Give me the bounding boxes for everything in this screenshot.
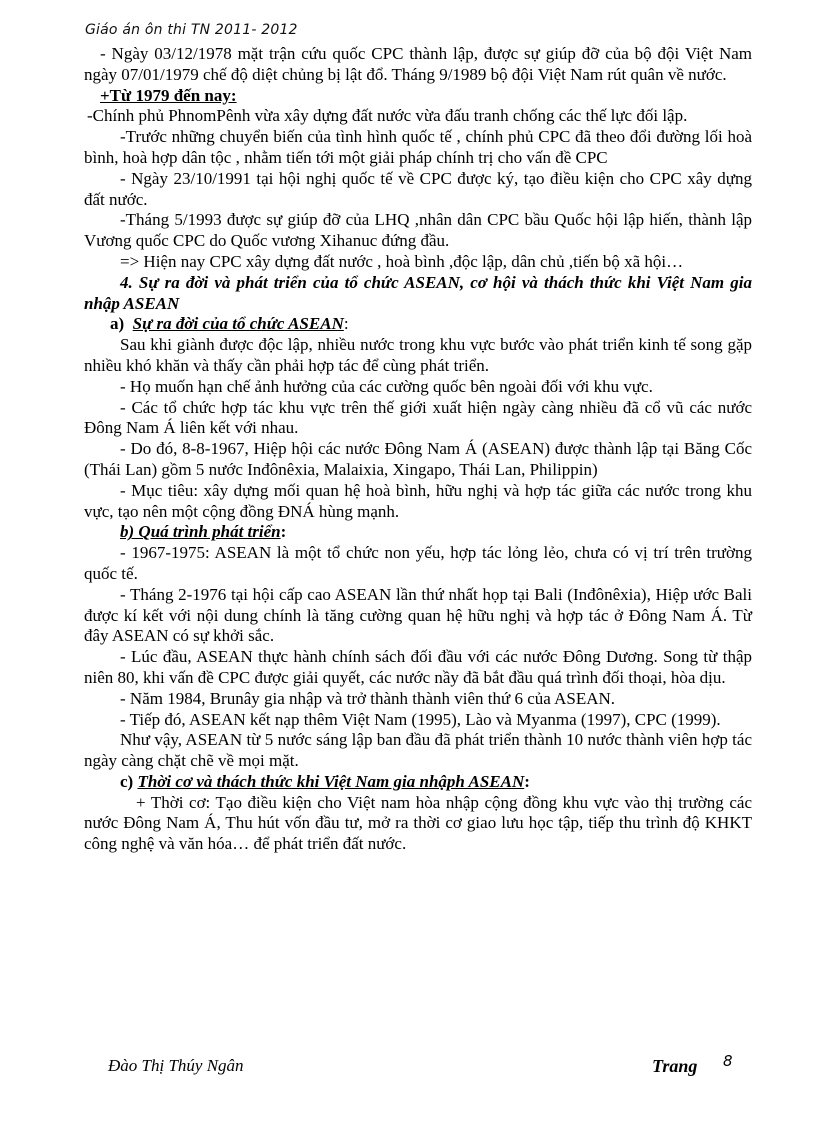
- page-header: Giáo án ôn thi TN 2011- 2012: [85, 22, 298, 38]
- subheading-a-prefix: a): [110, 314, 125, 334]
- section-heading: [84, 86, 752, 107]
- paragraph: - Năm 1984, Brunây gia nhập và trở thành thành viên thứ 6 của ASEAN.: [120, 688, 616, 708]
- paragraph: - Họ muốn hạn chế ảnh hưởng của các cường quốc bên ngoài đối với khu vực.: [120, 376, 653, 396]
- paragraph: - Tiếp đó, ASEAN kết nạp thêm Việt Nam (1995), Lào và Myanma (1997), CPC (1999).: [120, 709, 721, 729]
- paragraph: + Thời cơ: Tạo điều kiện cho Việt nam hòa nhập cộng đồng khu vực vào thị trường các nước Đông Nam Á, Thu hút vốn đầu tư, mở ra thời cơ giao lưu học tập, tiếp thu trình độ KHKT công nghệ và văn hóa… để phát triển đất nước.: [84, 792, 752, 854]
- subheading-b: [84, 522, 752, 543]
- paragraph: -Chính phủ PhnomPênh vừa xây dựng đất nước vừa đấu tranh chống các thế lực đối lập.: [87, 106, 688, 126]
- paragraph: - Tháng 2-1976 tại hội cấp cao ASEAN lần thứ nhất họp tại Bali (Inđônêxia), Hiệp ước Bali được kí kết với nội dung chính là tăng cường quan hệ hữu nghị và hợp tác ở Đông Nam Á. Từ đây ASEAN có sự khởi sắc.: [84, 584, 752, 646]
- subheading-a: [84, 314, 752, 335]
- heading-period: +Từ 1979 đến nay:: [100, 85, 237, 105]
- footer-author: Đào Thị Thúy Ngân: [108, 1056, 244, 1075]
- paragraph: Sau khi giành được độc lập, nhiều nước trong khu vực bước vào phát triển kinh tế song gặp nhiều khó khăn và thấy cần phải hợp tác để cùng phát triển.: [84, 335, 752, 375]
- paragraph: - Lúc đầu, ASEAN thực hành chính sách đối đầu với các nước Đông Dương. Song từ thập niên 80, khi vấn đề CPC được giải quyết, các nước nầy đã bắt đầu quá trình đối thoại, hòa dịu.: [84, 647, 752, 687]
- subheading-c-suffix: :: [524, 771, 530, 791]
- subheading-c-text: Thời cơ và thách thức khi Việt Nam gia nhậph ASEAN: [137, 771, 525, 791]
- subheading-c: [84, 772, 752, 793]
- paragraph: -Trước những chuyển biến của tình hình quốc tế , chính phủ CPC đã theo đổi đường lối hoà bình, hoà hợp dân tộc , nhằm tiến tới một giải pháp chính trị cho vấn đề CPC: [84, 127, 752, 167]
- subheading-a-suffix: :: [343, 314, 349, 334]
- paragraph: - Ngày 23/10/1991 tại hội nghị quốc tế về CPC được ký, tạo điều kiện cho CPC xây dựng đất nước.: [84, 168, 752, 209]
- paragraph: - Mục tiêu: xây dựng mối quan hệ hoà bình, hữu nghị và hợp tác giữa các nước trong khu vực, tạo nên một cộng đồng ĐNÁ hùng mạnh.: [84, 480, 752, 521]
- paragraph: Như vậy, ASEAN từ 5 nước sáng lập ban đầu đã phát triển thành 10 nước thành viên hợp tác ngày càng chặt chẽ về mọi mặt.: [84, 730, 752, 771]
- paragraph: - Ngày 03/12/1978 mặt trận cứu quốc CPC thành lập, được sự giúp đỡ của bộ đội Việt Nam ngày 07/01/1979 chế độ diệt chủng bị lật đổ. Tháng 9/1989 bộ đội Việt Nam rút quân về nước.: [84, 44, 752, 84]
- paragraph: - Các tổ chức hợp tác khu vực trên thế giới xuất hiện ngày càng nhiều đã cổ vũ các nước Đông Nam Á liên kết với nhau.: [84, 397, 752, 438]
- subheading-a-text: Sự ra đời của tổ chức ASEAN: [132, 314, 344, 334]
- footer-page-number: 8: [723, 1052, 733, 1070]
- subheading-b-suffix: :: [280, 522, 287, 542]
- footer-page-label: Trang: [652, 1056, 698, 1076]
- paragraph: - Do đó, 8-8-1967, Hiệp hội các nước Đông Nam Á (ASEAN) được thành lập tại Băng Cốc (Thái Lan) gồm 5 nước Inđônêxia, Malaixia, Xingapo, Thái Lan, Philippin): [84, 439, 752, 479]
- subheading-c-prefix: c): [120, 771, 134, 791]
- subheading-b-text: b) Quá trình phát triển: [120, 522, 281, 542]
- document-body: [84, 44, 752, 855]
- paragraph: - 1967-1975: ASEAN là một tổ chức non yếu, hợp tác lỏng lẻo, chưa có vị trí trên trường quốc tế.: [84, 543, 752, 583]
- paragraph: -Tháng 5/1993 được sự giúp đỡ của LHQ ,nhân dân CPC bầu Quốc hội lập hiến, thành lập Vương quốc CPC do Quốc vương Xihanuc đứng đầu.: [84, 210, 752, 251]
- section-heading-4: 4. Sự ra đời và phát triển của tổ chức ASEAN, cơ hội và thách thức khi Việt Nam gia nhập ASEAN: [84, 272, 752, 313]
- paragraph: => Hiện nay CPC xây dựng đất nước , hoà bình ,độc lập, dân chủ ,tiến bộ xã hội…: [120, 251, 684, 271]
